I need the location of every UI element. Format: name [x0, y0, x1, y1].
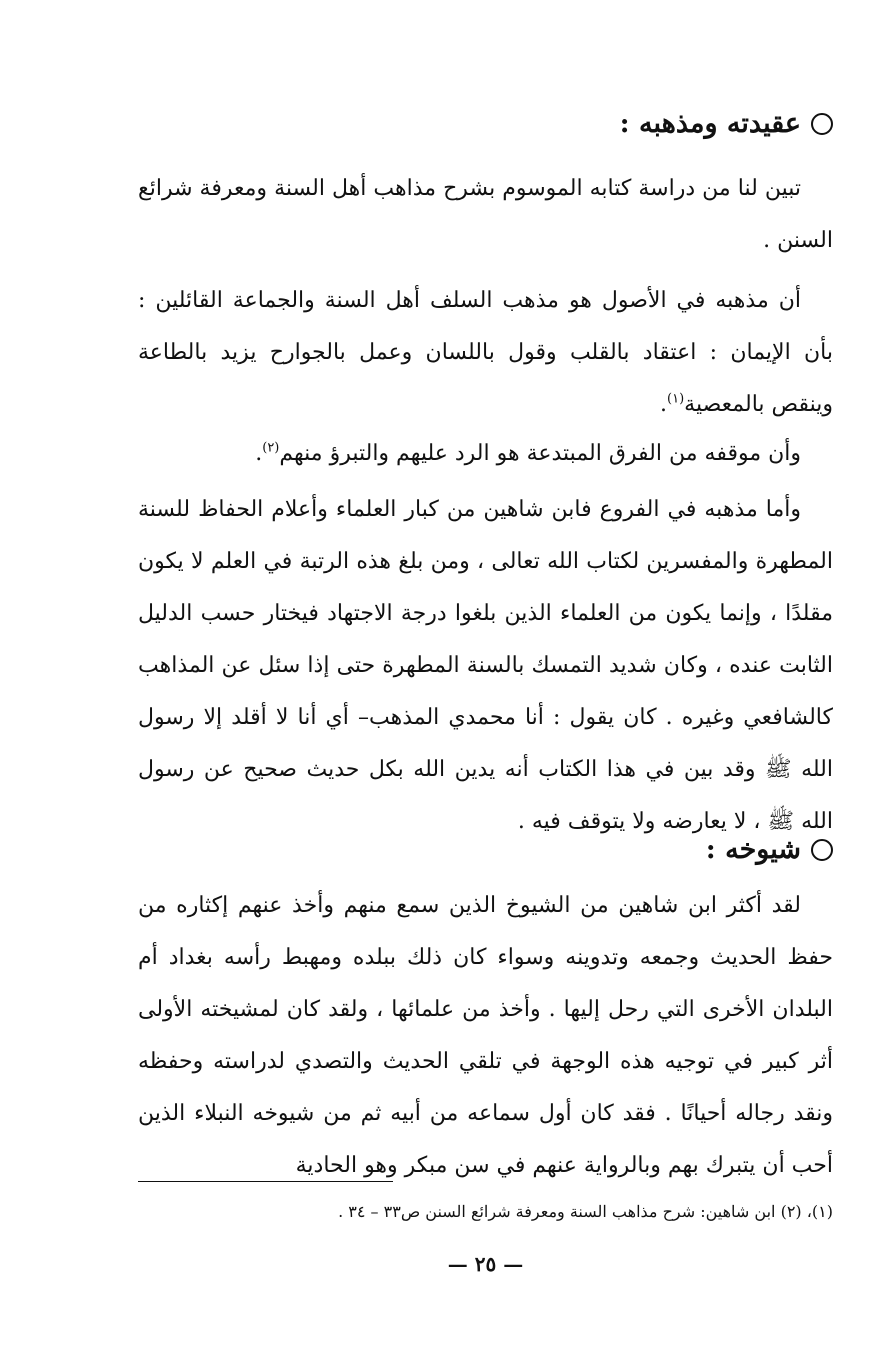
paragraph-aqida-usul: [138, 275, 833, 431]
section-heading-shuyukh: [706, 836, 833, 863]
circle-bullet-icon: [811, 839, 833, 861]
page-content: [138, 0, 833, 1355]
paragraph-aqida-intro: تبين لنا من دراسة كتابه الموسوم بشرح مذاهب أهل السنة ومعرفة شرائع السنن .: [138, 176, 833, 253]
paragraph-aqida-firaq-end: .: [255, 441, 263, 466]
section-heading-shuyukh-text: شيوخه :: [705, 834, 801, 865]
paragraph-aqida-usul-text: أن مذهبه في الأصول هو مذهب السلف أهل السنة والجماعة القائلين : بأن الإيمان : اعتقاد بالقلب وقول باللسان وعمل بالجوارح يزيد بالطاعة وينقص بالمعصية: [138, 288, 833, 417]
section-heading-aqida: [620, 110, 833, 137]
page-number: — ٢٥ —: [447, 1252, 524, 1276]
footnote: (١)، (٢) ابن شاهين: شرح مذاهب السنة ومعرفة شرائع السنن ص٣٣ – ٣٤ .: [338, 1202, 833, 1221]
footnote-separator: [138, 1181, 393, 1182]
paragraph-aqida-usul-end: .: [660, 392, 668, 417]
circle-bullet-icon: [811, 113, 833, 135]
paragraph-aqida-furu: وأما مذهبه في الفروع فابن شاهين من كبار العلماء وأعلام الحفاظ للسنة المطهرة والمفسرين لكتاب الله تعالى ، ومن بلغ هذه الرتبة في العلم لا يكون مقلدًا ، وإنما يكون من العلماء الذين بلغوا درجة الاجتهاد فيختار حسب الدليل الثابت عنده ، وكان شديد التمسك بالسنة المطهرة حتى إذا سئل عن المذاهب كالشافعي وغيره . كان يقول : أنا محمدي المذهب– أي أنا لا أقلد إلا رسول الله ﷺ وقد بين في هذا الكتاب أنه يدين الله بكل حديث صحيح عن رسول الله ﷺ ، لا يعارضه ولا يتوقف فيه .: [138, 497, 833, 834]
footnote-ref-1: (١): [667, 391, 685, 407]
section-heading-aqida-text: عقيدته ومذهبه :: [619, 108, 801, 139]
paragraph-aqida-firaq-text: وأن موقفه من الفرق المبتدعة هو الرد عليهم والتبرؤ منهم: [279, 441, 801, 466]
footnote-ref-2: (٢): [262, 440, 280, 456]
paragraph-aqida-firaq: [138, 428, 833, 480]
paragraph-shuyukh: لقد أكثر ابن شاهين من الشيوخ الذين سمع منهم وأخذ عنهم إكثاره من حفظ الحديث وجمعه وتدوينه وسواء كان ذلك ببلده ومهبط رأسه بغداد أم البلدان الأخرى التي رحل إليها . وأخذ من علمائها ، ولقد كان لمشيخته الأولى أثر كبير في توجيه هذه الوجهة في تلقي الحديث والتصدي لدراسته وحفظه ونقد رجاله أحيانًا . فقد كان أول سماعه من أبيه ثم من شيوخه النبلاء الذين أحب أن يتبرك بهم وبالرواية عنهم في سن مبكر وهو الحادية: [138, 893, 833, 1178]
